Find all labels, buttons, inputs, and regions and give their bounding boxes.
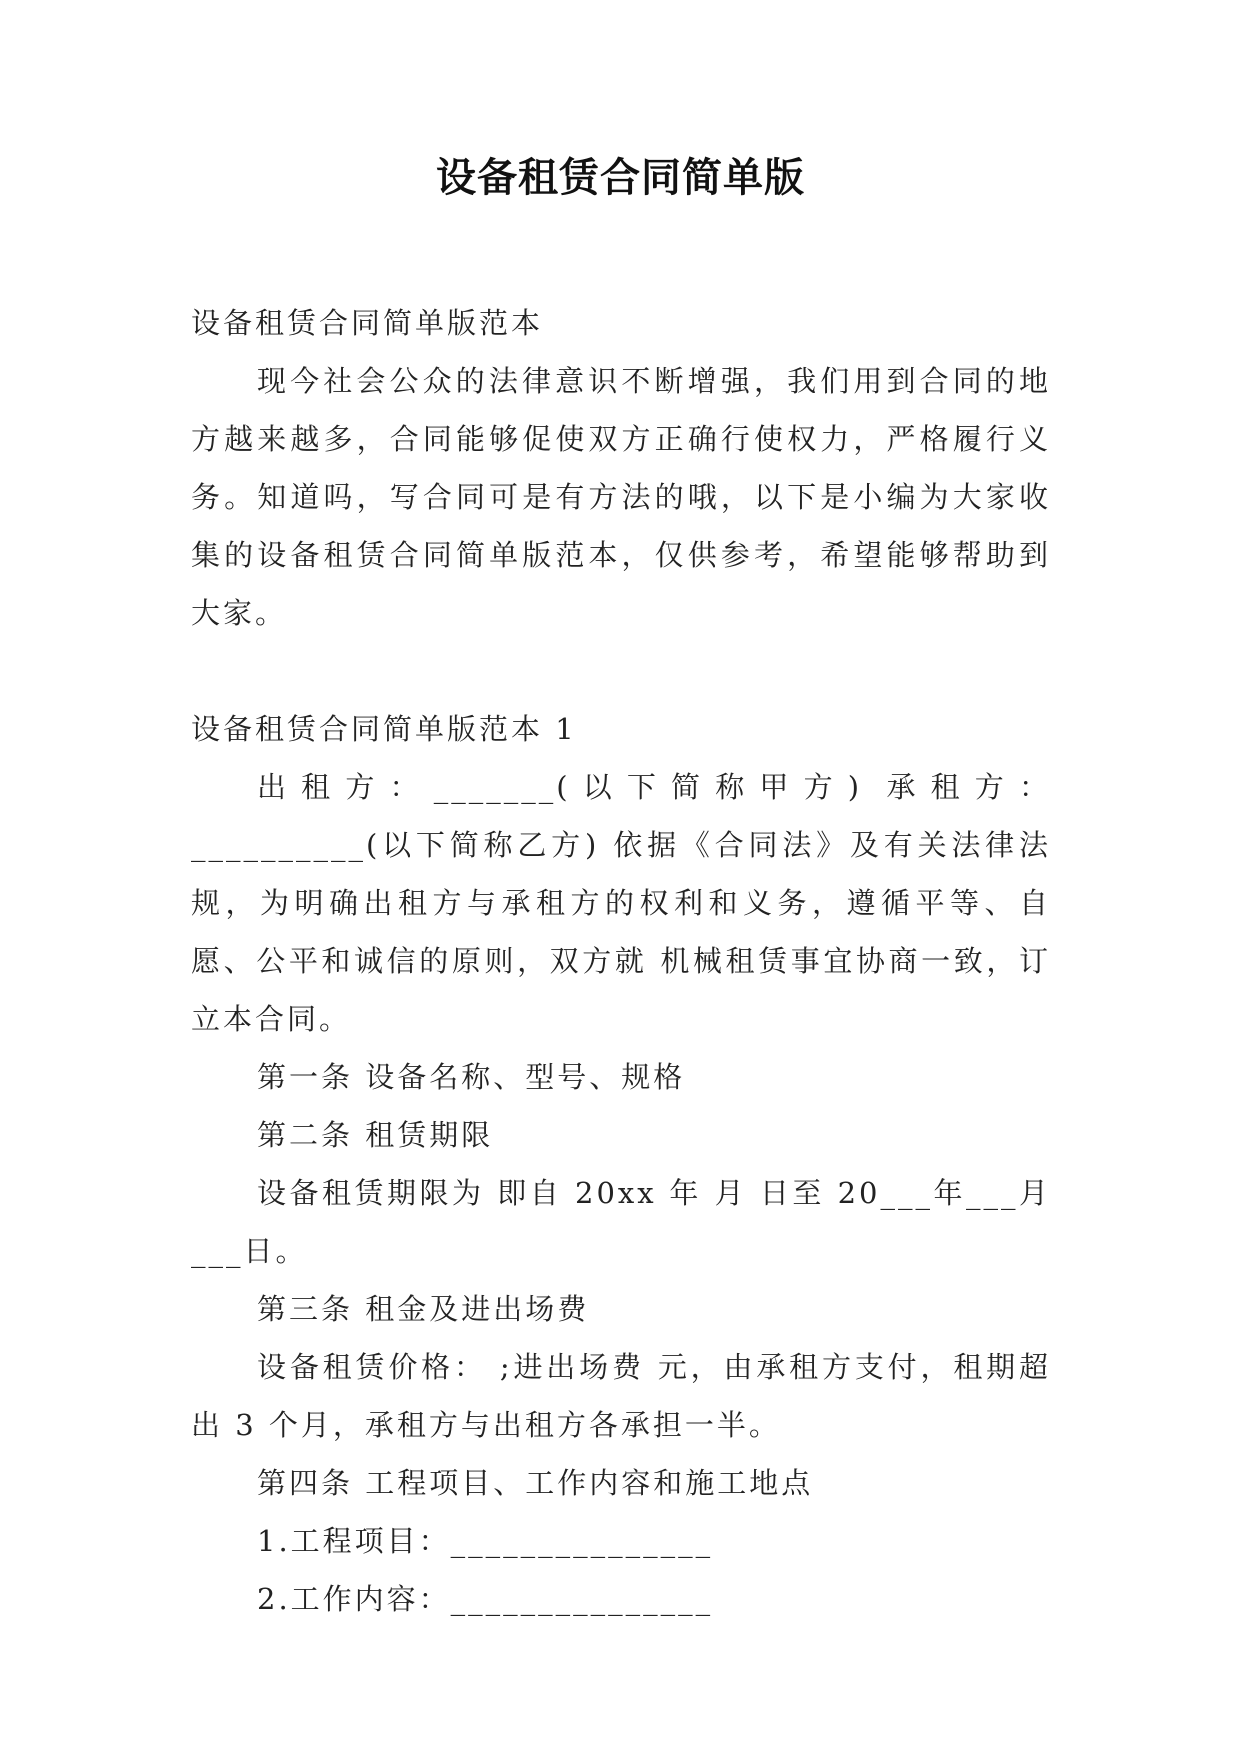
lease-term-paragraph: 设备租赁期限为 即自 20xx 年 月 日至 20___年___月___日。 [191,1176,1051,1268]
article-heading: 第四条 工程项目、工作内容和施工地点 [257,1466,814,1500]
list-item: 1.工程项目：_______________ [257,1524,714,1558]
paragraph-spacer [191,642,1051,700]
section-heading: 设备租赁合同简单版范本 [191,306,544,340]
article-heading: 第三条 租金及进出场费 [257,1292,590,1326]
section-heading: 设备租赁合同简单版范本 1 [191,712,577,746]
list-item: 2.工作内容：_______________ [257,1582,714,1616]
intro-paragraph: 现今社会公众的法律意识不断增强，我们用到合同的地方越来越多，合同能够促使双方正确行使权力，严格履行义务。知道吗，写合同可是有方法的哦，以下是小编为大家收集的设备租赁合同简单版范本，仅供参考，希望能够帮助到大家。 [191,364,1051,630]
rent-paragraph: 设备租赁价格： ;进出场费 元，由承租方支付，租期超出 3 个月，承租方与出租方各承担一半。 [191,1350,1051,1442]
document-title: 设备租赁合同简单版 [436,155,805,201]
article-heading: 第一条 设备名称、型号、规格 [257,1060,686,1094]
document-body [191,294,1051,1628]
article-heading: 第二条 租赁期限 [257,1118,494,1152]
parties-paragraph: 出租方：_______(以下简称甲方) 承租方：__________(以下简称乙方) 依据《合同法》及有关法律法规，为明确出租方与承租方的权利和义务，遵循平等、自愿、公平和诚信的原则，双方就 机械租赁事宜协商一致，订立本合同。 [191,770,1051,1036]
